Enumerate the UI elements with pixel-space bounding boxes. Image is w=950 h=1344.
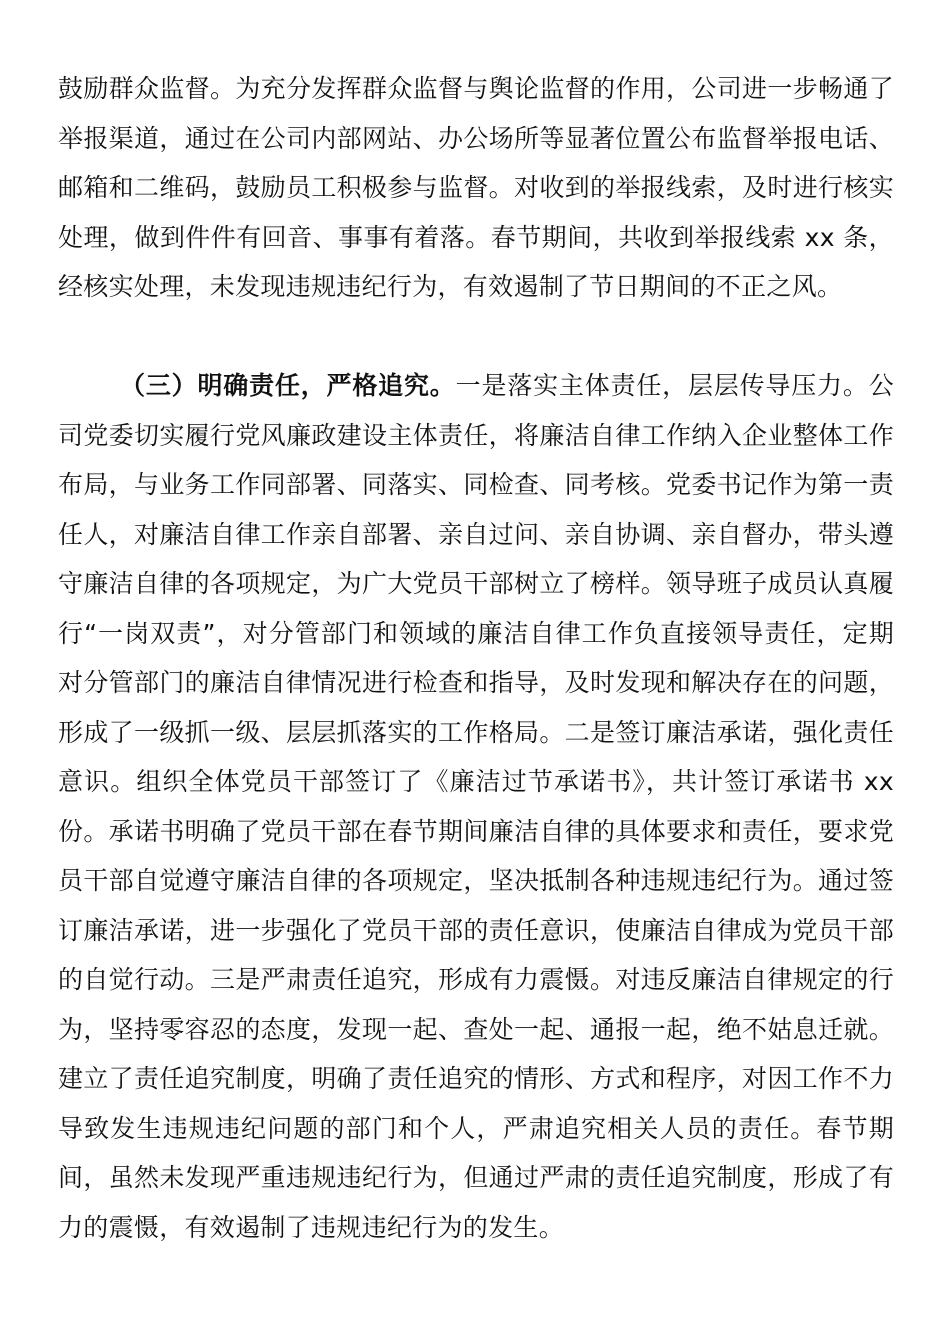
paragraph-public-supervision: 鼓励群众监督。为充分发挥群众监督与舆论监督的作用，公司进一步畅通了举报渠道，通过在公司内部网站、办公场所等显著位置公布监督举报电话、邮箱和二维码，鼓励员工积极参与监督。对收到的举报线索，及时进行核实处理，做到件件有回音、事事有着落。春节期间，共收到举报线索 xx 条，经核实处理，未发现违规违纪行为，有效遏制了节日期间的不正之风。 [58, 74, 894, 301]
section-3-body: 一是落实主体责任，层层传导压力。公司党委切实履行党风廉政建设主体责任，将廉洁自律工作纳入企业整体工作布局，与业务工作同部署、同落实、同检查、同考核。党委书记作为第一责任人，对廉洁自律工作亲自部署、亲自过问、亲自协调、亲自督办，带头遵守廉洁自律的各项规定，为广大党员干部树立了榜样。领导班子成员认真履行“一岗双责”，对分管部门和领域的廉洁自律工作负直接领导责任，定期对分管部门的廉洁自律情况进行检查和指导，及时发现和解决存在的问题，形成了一级抓一级、层层抓落实的工作格局。二是签订廉洁承诺，强化责任意识。组织全体党员干部签订了《廉洁过节承诺书》，共计签订承诺书 xx 份。承诺书明确了党员干部在春节期间廉洁自律的具体要求和责任，要求党员干部自觉遵守廉洁自律的各项规定，坚决抵制各种违规违纪行为。通过签订廉洁承诺，进一步强化了党员干部的责任意识，使廉洁自律成为党员干部的自觉行动。三是严肃责任追究，形成有力震慑。对违反廉洁自律规定的行为，坚持零容忍的态度，发现一起、查处一起、通报一起，绝不姑息迁就。建立了责任追究制度，明确了责任追究的情形、方式和程序，对因工作不力导致发生违规违纪问题的部门和个人，严肃追究相关人员的责任。春节期间，虽然未发现严重违规违纪行为，但通过严肃的责任追究制度，形成了有力的震慑，有效遏制了违规违纪行为的发生。 [58, 371, 894, 1242]
section-3-paragraph [58, 361, 894, 1252]
section-3-heading: （三）明确责任，严格追究。 [120, 371, 456, 400]
